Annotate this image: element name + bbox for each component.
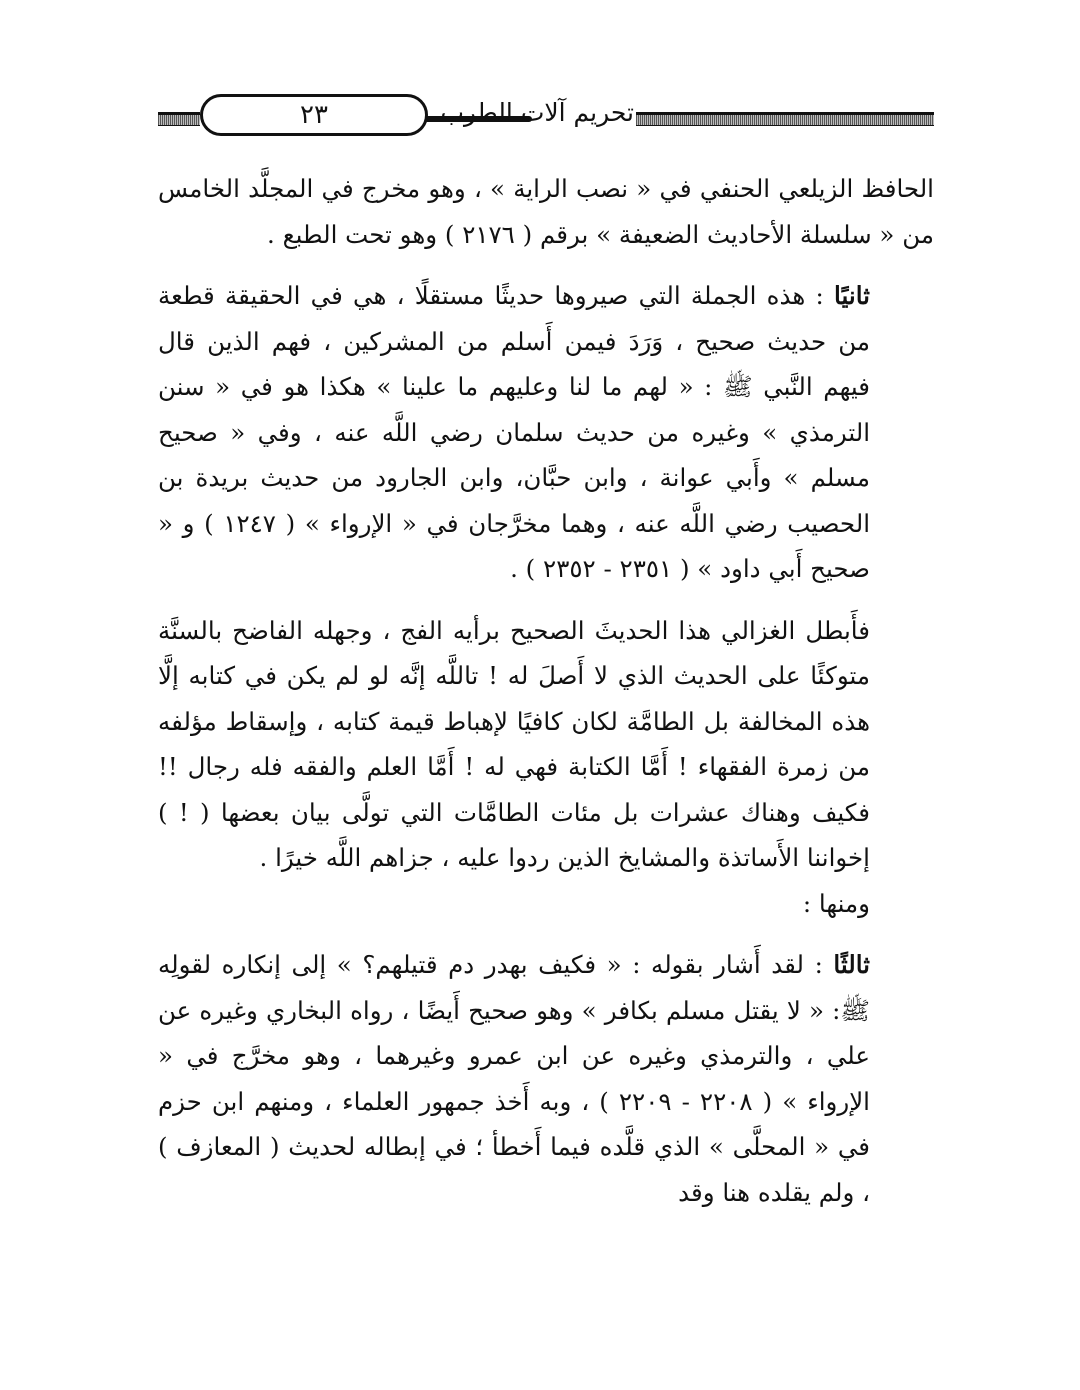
paragraph-text: : لقد أَشار بقوله : « فكيف بهدر دم قتيلهم؟ » إلى إنكاره لقولِه ﷺ: « لا يقتل مسلم بكافر » وهو صحيح أَيضًا ، رواه البخاري وغيره عن علي ، والترمذي وغيره عن ابن عمرو وغيرهما ، وهو مخرَّج في « الإرواء » ( ٢٢٠٨ - ٢٢٠٩ ) ، وبه أَخذ جمهور العلماء ، ومنهم ابن حزم في « المحلَّى » الذي قلَّده فيما أَخطأ ؛ في إبطاله لحديث ( المعازف ) ، ولم يقلده هنا وقد	[158, 950, 870, 1207]
paragraph-continuation	[158, 166, 934, 257]
paragraph-lead: ثالثًا	[833, 950, 870, 979]
running-title: تحريم آلات الطرب	[440, 98, 634, 127]
paragraph-text: ومنها :	[802, 888, 870, 918]
header-rule-right	[636, 112, 934, 126]
paragraph-text: الحافظ الزيلعي الحنفي في « نصب الراية » ، وهو مخرج في المجلَّد الخامس من « سلسلة الأحاديث الضعيفة » برقم ( ٢١٧٦ ) وهو تحت الطبع .	[158, 174, 934, 249]
paragraph-among-them	[158, 881, 934, 927]
body-text	[158, 166, 934, 1215]
paragraph-ghazali	[158, 608, 934, 881]
paragraph-secondly	[158, 273, 934, 592]
paragraph-thirdly	[158, 942, 934, 1215]
paragraph-text: فأَبطل الغزالي هذا الحديثَ الصحيح برأيه الفج ، وجهله الفاضح بالسنَّة متوكئًا على الحديث الذي لا أَصلَ له ! تاللَّه إنَّه لو لم يكن في كتابه إلَّا هذه المخالفة بل الطامَّة لكان كافيًا لإهباط قيمة كتابه ، وإسقاط مؤلفه من زمرة الفقهاء ! أَمَّا الكتابة فهي له ! أَمَّا العلم والفقه فله رجال !! فكيف وهناك عشرات بل مئات الطامَّات التي تولَّى بيان بعضها ( ! ) إخواننا الأَساتذة والمشايخ الذين ردوا عليه ، جزاهم اللَّه خيرًا .	[158, 615, 870, 872]
page-header	[158, 88, 934, 138]
page-number: ٢٣	[200, 94, 428, 136]
paragraph-text: : هذه الجملة التي صيروها حديثًا مستقلًا ، هي في الحقيقة قطعة من حديث صحيح ، وَرَدَ فيمن أَسلم من المشركين ، فهم الذين قال فيهم النَّبي ﷺ : « لهم ما لنا وعليهم ما علينا » هكذا هو في « سنن الترمذي » وغيره من حديث سلمان رضي اللَّه عنه ، وفي « صحيح مسلم » وأَبي عوانة ، وابن حبَّان، وابن الجارود من حديث بريدة بن الحصيب رضي اللَّه عنه ، وهما مخرَّجان في « الإرواء » ( ١٢٤٧ ) و « صحيح أَبي داود » ( ٢٣٥١ - ٢٣٥٢ ) .	[158, 281, 870, 583]
paragraph-lead: ثانيًا	[834, 281, 870, 310]
header-rule-left	[158, 112, 200, 126]
